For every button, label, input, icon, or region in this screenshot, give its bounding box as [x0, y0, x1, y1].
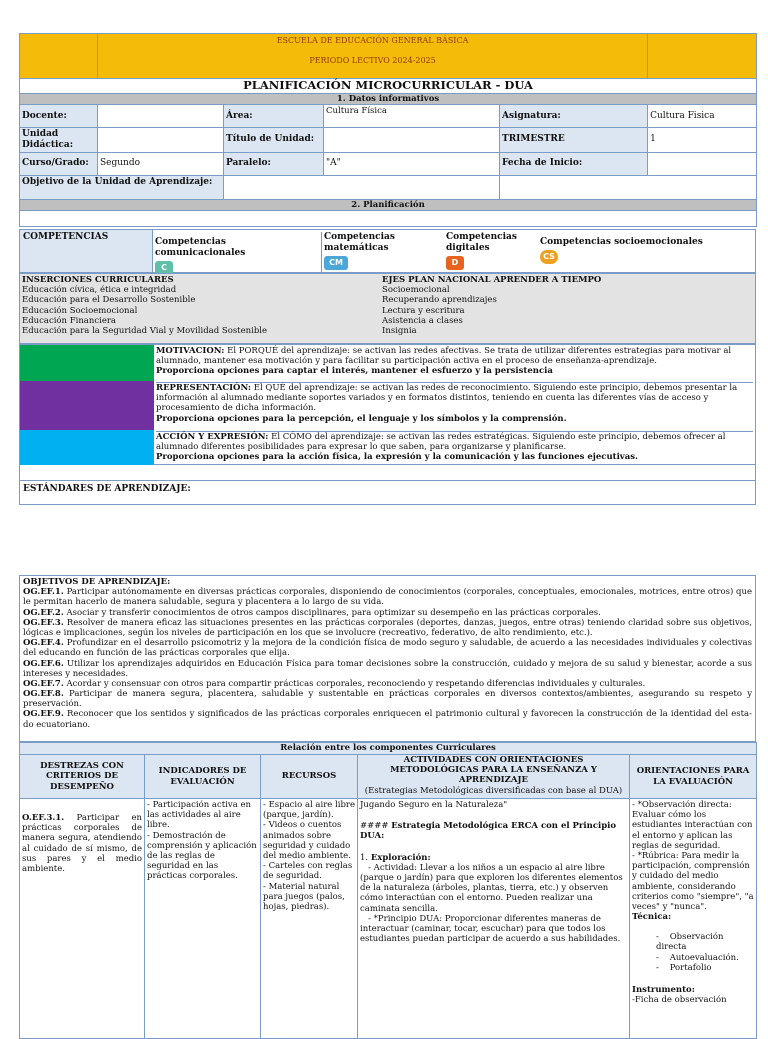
objetivo-unidad-label: Objetivo de la Unidad de Aprendizaje: — [20, 175, 224, 199]
objetivo-item: OG.EF.7. Acordar y consensuar con otros para compartir prácticas corporales, reconociendo y respetando diferencias individuales y culturales. — [23, 678, 646, 689]
motivacion-body: El PORQUÉ del aprendizaje: se activan las redes afectivas. Se trata de utilizar diferentes estrategias para motivar al alumnado, mantener esa motivación y para facilitar su participación activa en el proceso de enseñanza-aprendizaje. — [156, 346, 732, 367]
objetivo-item: OG.EF.1. Participar autónomamente en diversas prácticas corporales, disponiendo de conocimientos (corporales, conceptuales, emocionales, motrices, entre otros) que le permitan hacerlo de manera saludable, segura y placentera a lo largo de su vida. — [23, 587, 752, 608]
paralelo-label: Paralelo: — [224, 152, 324, 175]
actividad-text-1: - Actividad: Llevar a los niños a un espacio al aire libre (parque o jardín) para que exploren los diferentes elementos de la naturaleza (árboles, plantas, tierra, etc.) y observen cómo interactúan con el entorno. Pueden realizar una caminata sencilla. — [360, 862, 626, 914]
trimestre-label: TRIMESTRE — [500, 127, 648, 152]
insercion-item: Educación para la Seguridad Vial y Movilidad Sostenible — [22, 325, 268, 336]
tecnica-label: Técnica: — [632, 912, 672, 923]
representacion-text — [156, 382, 753, 424]
motivacion-head: MOTIVACION: — [156, 346, 225, 356]
actividad-strategy: #### Estrategia Metodológica ERCA con el Principio DUA: — [360, 821, 617, 842]
actividad-title: Jugando Seguro en la Naturaleza" — [360, 800, 508, 810]
recursos-cell: - Espacio al aire libre (parque, jardín). - Videos o cuentos animados sobre seguridad y cuidado del medio ambiente. - Carteles con reglas de seguridad. - Material natural para juegos (palos, hojas, piedras). — [261, 799, 358, 1039]
objetivo-item: OG.EF.2. Asociar y transferir conocimientos de otros campos disciplinares, para optimizar su desempeño en las prácticas corporales. — [23, 607, 601, 618]
asignatura-label: Asignatura: — [500, 104, 648, 127]
col-orientaciones: ORIENTACIONES PARA LA EVALUACIÓN — [630, 755, 757, 799]
planning-header-table — [19, 33, 757, 227]
tecnica-list — [632, 932, 754, 973]
col-actividades: ACTIVIDADES CON ORIENTACIONES METODOLÓGICAS PARA LA ENSEÑANZA Y APRENDIZAJE (Estrategias Metodológicas diversificadas con base al DUA) — [358, 755, 630, 799]
competencias-row — [19, 229, 756, 273]
fecha-value[interactable] — [648, 152, 757, 175]
accion-bold: Proporciona opciones para la acción física, la expresión y la comunicación y las funciones ejecutivas. — [156, 452, 638, 463]
fecha-label: Fecha de Inicio: — [500, 152, 648, 175]
competencia-comunicacional-label: Competencias comunicacionales — [155, 237, 246, 258]
titulo-value[interactable] — [324, 127, 500, 152]
accion-head: ACCIÓN Y EXPRESIÓN: — [156, 432, 269, 442]
ejes-list — [382, 275, 752, 336]
eje-item: Asistencia a clases — [382, 315, 463, 326]
representacion-bold: Proporciona opciones para la percepción, el lenguaje y los símbolos y la comprensión. — [156, 413, 567, 424]
col-indicadores: INDICADORES DE EVALUACIÓN — [145, 755, 261, 799]
comunicacional-icon: C — [155, 261, 173, 275]
objetivo-item: OG.EF.9. Reconocer que los sentidos y significados de las prácticas corporales enriquecen el patrimonio cultural y favorecen la construcción de la identidad del esta- do ecuatoriano. — [23, 709, 752, 730]
section-datos-informativos: 1. Datos informativos — [20, 93, 757, 104]
col-recursos: RECURSOS — [261, 755, 358, 799]
area-value[interactable]: Cultura Física — [324, 104, 500, 127]
relacion-table — [19, 742, 757, 1039]
competencia-comunicacional — [155, 237, 315, 275]
area-label: Área: — [224, 104, 324, 127]
actividades-cell — [358, 799, 630, 1039]
tecnica-item: - Portafolio — [656, 962, 712, 973]
eje-item: Lectura y escritura — [382, 305, 465, 316]
indicadores-cell: - Participación activa en las actividades al aire libre. - Demostración de comprensión y aplicación de las reglas de seguridad en las prácticas corporales. — [145, 799, 261, 1039]
accion-body: El CÓMO del aprendizaje: se activan las redes estratégicas. Siguiendo este principio, debemos ofrecer al alumnado diferentes posibilidades para expresar lo que saben, para organizarse y planificarse. — [156, 432, 726, 453]
titulo-label: Título de Unidad: — [224, 127, 324, 152]
destreza-cell — [20, 799, 145, 1039]
socioemocional-icon: CS — [540, 250, 558, 264]
motivacion-bold: Proporciona opciones para captar el interés, mantener el esfuerzo y la persistencia — [156, 366, 553, 377]
competencia-digital-label: Competencias digitales — [446, 232, 517, 253]
evaluacion-text: - *Observación directa: Evaluar cómo los estudiantes interactúan con el entorno y aplican las reglas de seguridad. - *Rúbrica: Para medir la participación, comprensión y cuidado del medio ambiente, considerando criterios como "siempre", "a veces" y "nunca". — [632, 800, 754, 912]
objetivo-unidad-extra — [500, 175, 757, 199]
bullet-icon: - — [656, 932, 670, 943]
instrumento-label: Instrumento: — [632, 985, 695, 995]
school-name: ESCUELA DE EDUCACIÓN GENERAL BÁSICA — [276, 36, 469, 45]
competencia-matematica-label: Competencias matemáticas — [324, 232, 395, 253]
estandares-label: ESTÁNDARES DE APRENDIZAJE: — [19, 481, 756, 505]
col-destrezas: DESTREZAS CON CRITERIOS DE DESEMPEÑO — [20, 755, 145, 799]
school-period: PERIODO LECTIVO 2024-2025 — [309, 55, 436, 65]
digital-icon: D — [446, 256, 464, 270]
header-right-cell — [648, 34, 757, 79]
accion-color — [20, 430, 154, 465]
ejes-title: EJES PLAN NACIONAL APRENDER A TIEMPO — [382, 275, 602, 285]
competencia-socioemocional — [540, 237, 750, 264]
eje-item: Recuperando aprendizajes — [382, 295, 497, 306]
logo-cell — [20, 34, 98, 79]
eje-item: Insignia — [382, 325, 417, 336]
representacion-body: El QUÉ del aprendizaje: se activan las redes de reconocimiento. Siguiendo este principio, debemos presentar la información al alumnado mediante soportes variados y en formatos distintos, teniendo en cuenta las diferentes vías de acceso y procesamiento de dicha información. — [156, 383, 738, 414]
competencias-label: COMPETENCIAS — [20, 230, 153, 272]
actividad-text-2: - *Principio DUA: Proporcionar diferentes maneras de interactuar (caminar, tocar, escuchar) para que todos los estudiantes puedan participar de acuerdo a sus habilidades. — [360, 913, 621, 945]
unidad-value[interactable] — [98, 127, 224, 152]
objetivo-unidad-value[interactable] — [224, 175, 500, 199]
tecnica-item: - Observación directa — [656, 932, 724, 953]
evaluacion-cell — [630, 799, 757, 1039]
destreza-text: Participar en prácticas corporales de manera segura, atendiendo al cuidado de sí mismo, de sus pares y el medio ambiente. — [22, 813, 142, 874]
insercion-item: Educación para el Desarrollo Sostenible — [22, 295, 196, 306]
representacion-head: REPRESENTACIÓN: — [156, 383, 252, 393]
docente-label: Docente: — [20, 104, 98, 127]
curso-value[interactable]: Segundo — [98, 152, 224, 175]
inserciones-title: INSERCIONES CURRICULARES — [22, 275, 174, 285]
inserciones-list — [22, 275, 377, 336]
bullet-icon: - — [656, 962, 670, 973]
school-header — [98, 34, 648, 79]
insercion-item: Educación Financiera — [22, 315, 116, 326]
objetivo-item: OG.EF.6. Utilizar los aprendizajes adquiridos en Educación Física para tomar decisiones sobre la construcción, cuidado y mejora de su salud y bienestar, acorde a sus intereses y necesidades. — [23, 658, 752, 679]
section-planificacion: 2. Planificación — [20, 199, 757, 210]
competencia-matematica — [321, 232, 441, 272]
objetivo-item: OG.EF.8. Participar de manera segura, placentera, saludable y sustentable en prácticas corporales en diversos contextos/ambientes, asegurando su respeto y preservación. — [23, 689, 752, 710]
insercion-item: Educación Socioemocional — [22, 305, 138, 316]
eje-item: Socioemocional — [382, 285, 450, 296]
motivacion-color — [20, 345, 154, 381]
curso-label: Curso/Grado: — [20, 152, 98, 175]
blank-row-2 — [19, 465, 756, 481]
dua-principles — [19, 344, 756, 465]
destreza-code: O.EF.3.1. — [22, 813, 65, 823]
trimestre-value[interactable]: 1 — [648, 127, 757, 152]
objetivos-title: OBJETIVOS DE APRENDIZAJE: — [23, 577, 171, 587]
instrumento-value: -Ficha de observación — [632, 995, 727, 1006]
objetivo-item: OG.EF.3. Resolver de manera eficaz las situaciones presentes en las prácticas corporales (deportes, danzas, juegos, entre otras) teniendo claridad sobre sus objetivos, lógicas e implicaciones, según los niveles de participación en los que se involucre (recreativo, federativo, de alto rendimiento, etc.). — [23, 617, 752, 638]
objetivos-block — [19, 575, 756, 742]
blank-row — [20, 210, 757, 226]
insercion-item: Educación cívica, ética e integridad — [22, 285, 177, 296]
representacion-color — [20, 381, 154, 430]
accion-text — [156, 431, 753, 463]
competencia-socioemocional-label: Competencias socioemocionales — [540, 237, 703, 247]
unidad-label: Unidad Didáctica: — [20, 127, 98, 152]
inserciones-block — [19, 273, 756, 344]
competencia-digital — [446, 232, 536, 270]
page-title: PLANIFICACIÓN MICROCURRICULAR - DUA — [20, 79, 757, 94]
objetivo-item: OG.EF.4. Profundizar en el desarrollo psicomotriz y la mejora de la condición física de modo seguro y saludable, de acuerdo a las necesidades individuales y colectivas del educando en función de las prácticas corporales que elija. — [23, 638, 752, 659]
paralelo-value[interactable]: "A" — [324, 152, 500, 175]
motivacion-text — [156, 346, 753, 377]
bullet-icon: - — [656, 952, 670, 963]
tecnica-item: - Autoevaluación. — [656, 952, 739, 963]
relacion-title: Relación entre los componentes Curriculares — [20, 743, 757, 755]
docente-value[interactable] — [98, 104, 224, 127]
matematicas-icon: CM — [324, 256, 348, 270]
actividad-step: 1. Exploración: — [360, 852, 431, 863]
asignatura-value[interactable]: Cultura Fisica — [648, 104, 757, 127]
